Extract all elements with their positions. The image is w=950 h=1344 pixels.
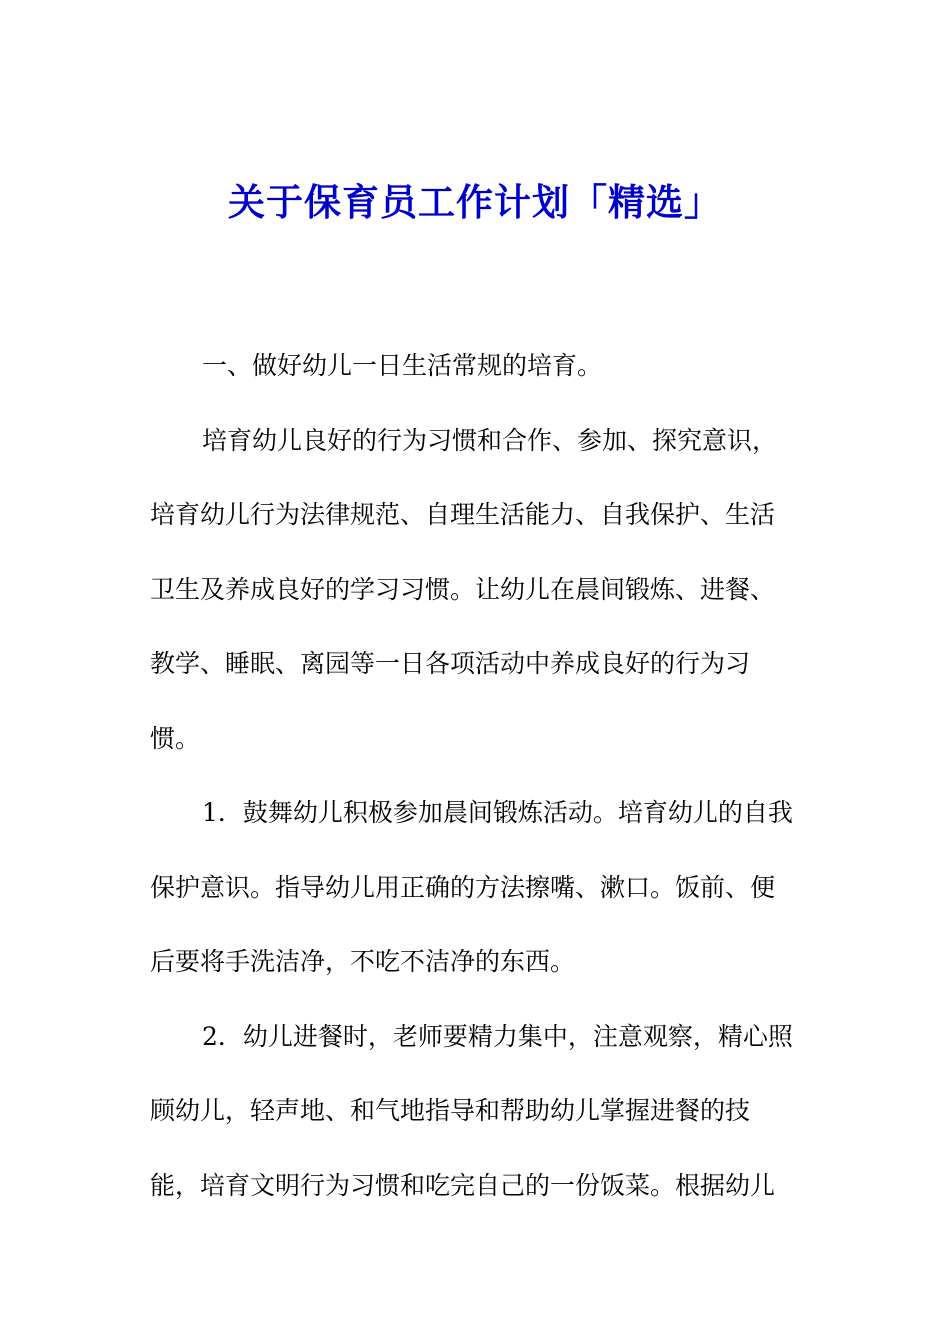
paragraph-line: 能，培育文明行为习惯和吃完自己的一份饭菜。根据幼儿	[150, 1170, 776, 1200]
paragraph-item-1	[150, 776, 810, 1000]
paragraph-line: 培育幼儿良好的行为习惯和合作、参加、探究意识，	[202, 425, 778, 455]
paragraph-line: 培育幼儿行为法律规范、自理生活能力、自我保护、生活	[150, 500, 776, 529]
paragraph-line: 教学、睡眠、离园等一日各项活动中养成良好的行为习	[150, 649, 751, 678]
document-body	[150, 329, 810, 1223]
paragraph-line: 一、做好幼儿一日生活常规的培育。	[202, 351, 603, 380]
paragraph-line: 惯。	[150, 723, 201, 753]
paragraph-line: 卫生及养成良好的学习习惯。让幼儿在晨间锻炼、进餐、	[150, 574, 776, 604]
paragraph-item-2	[150, 1000, 810, 1224]
paragraph-overview	[150, 404, 810, 777]
paragraph-section-heading	[150, 329, 810, 404]
paragraph-line: 顾幼儿，轻声地、和气地指导和帮助幼儿掌握进餐的技	[150, 1096, 751, 1125]
paragraph-line: 保护意识。指导幼儿用正确的方法擦嘴、漱口。饭前、便	[150, 872, 776, 902]
paragraph-line: 后要将手洗洁净，不吃不洁净的东西。	[150, 947, 576, 976]
paragraph-line: 1．鼓舞幼儿积极参加晨间锻炼活动。培育幼儿的自我	[202, 798, 793, 827]
paragraph-line: 2．幼儿进餐时，老师要精力集中，注意观察，精心照	[202, 1021, 793, 1051]
document-title: 关于保育员工作计划「精选」	[228, 181, 722, 224]
